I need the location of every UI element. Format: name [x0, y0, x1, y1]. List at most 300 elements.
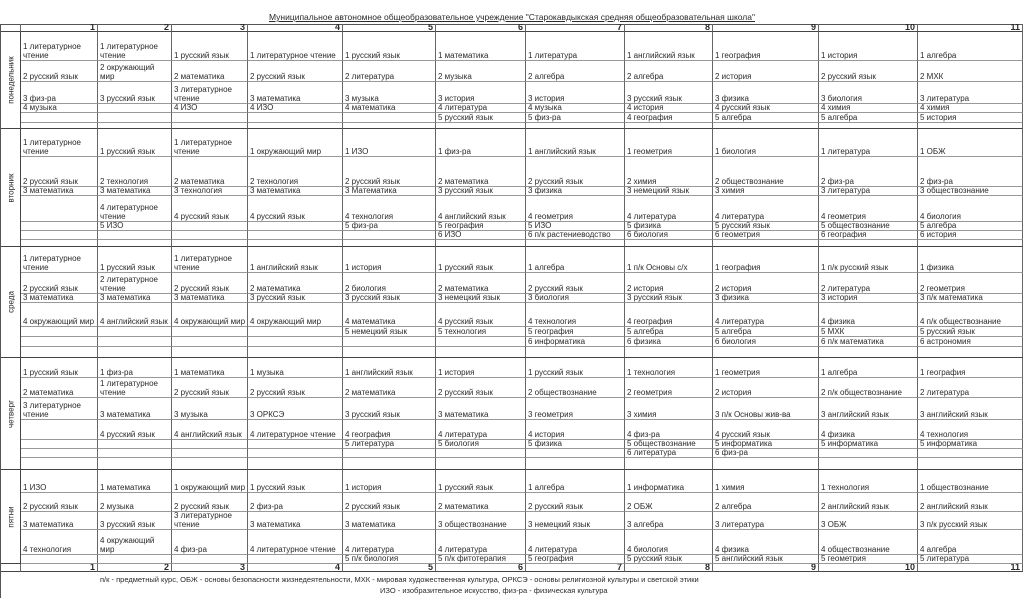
class-number-9: 9 [713, 24, 819, 32]
lesson-cell: 5 алгебра [713, 327, 819, 337]
lesson-cell: 2 математика [436, 273, 526, 294]
empty-cell [918, 240, 1023, 247]
empty-cell [21, 337, 98, 347]
lesson-cell: 3 обществознание [918, 187, 1023, 196]
lesson-cell: 4 русский язык [713, 104, 819, 113]
lesson-cell: 3 литературное чтение [172, 82, 248, 104]
empty-cell [819, 458, 918, 470]
lesson-cell: 1 русский язык [98, 129, 172, 157]
class-number-7: 7 [526, 564, 625, 572]
lesson-cell: 3 немецкий язык [436, 294, 526, 303]
lesson-cell: 1 литературное чтение [172, 247, 248, 273]
lesson-cell: 3 русский язык [98, 82, 172, 104]
lesson-cell: 5 геометрия [819, 555, 918, 564]
class-number-9: 9 [713, 564, 819, 572]
lesson-cell: 2 русский язык [21, 493, 98, 512]
lesson-cell: 4 литература [713, 303, 819, 327]
day-block-0 [1, 32, 1023, 129]
lesson-cell: 5 алгебра [625, 327, 713, 337]
lesson-cell: 4 история [625, 104, 713, 113]
lesson-cell: 2 музыка [436, 61, 526, 82]
empty-cell [98, 440, 172, 449]
lesson-cell: 2 обществознание [526, 378, 625, 398]
lesson-cell: 1 математика [172, 358, 248, 378]
lesson-cell: 2 ОБЖ [625, 493, 713, 512]
day-label [1, 358, 21, 470]
lesson-cell: 1 математика [98, 470, 172, 493]
lesson-cell: 4 физ-ра [172, 530, 248, 555]
lesson-cell: 4 п/к обществознание [918, 303, 1023, 327]
lesson-cell: 3 химия [625, 398, 713, 420]
lesson-cell: 5 английский язык [713, 555, 819, 564]
lesson-cell: 2 русский язык [436, 378, 526, 398]
lesson-cell: 3 литературное чтение [172, 512, 248, 530]
lesson-cell: 3 биология [819, 82, 918, 104]
lesson-cell: 5 русский язык [625, 555, 713, 564]
lesson-cell: 2 физ-ра [248, 493, 343, 512]
lesson-cell: 1 история [819, 32, 918, 61]
lesson-cell: 3 математика [21, 512, 98, 530]
lesson-cell: 1 физ-ра [98, 358, 172, 378]
lesson-cell: 1 русский язык [526, 358, 625, 378]
lesson-cell: 2 русский язык [21, 273, 98, 294]
lesson-cell: 5 обществознание [819, 222, 918, 231]
lesson-cell: 5 география [526, 555, 625, 564]
lesson-cell: 3 физика [713, 294, 819, 303]
lesson-cell: 3 п/к математика [918, 294, 1023, 303]
empty-cell [98, 555, 172, 564]
lesson-cell: 3 русский язык [625, 294, 713, 303]
empty-cell [713, 347, 819, 358]
lesson-cell: 2 литература [343, 61, 436, 82]
lesson-cell: 2 русский язык [172, 273, 248, 294]
lesson-cell: 5 русский язык [436, 113, 526, 123]
class-number-4: 4 [248, 564, 343, 572]
lesson-cell: 4 география [625, 113, 713, 123]
lesson-cell: 1 технология [625, 358, 713, 378]
lesson-cell: 4 технология [918, 420, 1023, 440]
lesson-cell: 6 биология [713, 337, 819, 347]
lesson-cell: 4 биология [918, 196, 1023, 222]
lesson-cell: 1 литературное чтение [21, 129, 98, 157]
class-number-6: 6 [436, 24, 526, 32]
lesson-cell: 1 ИЗО [21, 470, 98, 493]
empty-cell [21, 458, 98, 470]
lesson-cell: 2 химия [625, 157, 713, 187]
lesson-cell: 5 алгебра [819, 113, 918, 123]
lesson-cell: 5 русский язык [713, 222, 819, 231]
lesson-cell: 5 п/к биология [343, 555, 436, 564]
empty-cell [526, 458, 625, 470]
class-number-3: 3 [172, 24, 248, 32]
lesson-cell: 6 физ-ра [713, 449, 819, 458]
lesson-cell: 4 технология [343, 196, 436, 222]
class-number-8: 8 [625, 24, 713, 32]
lesson-cell: 2 обществознание [713, 157, 819, 187]
lesson-cell: 1 окружающий мир [248, 129, 343, 157]
lesson-cell: 5 география [526, 327, 625, 337]
lesson-cell: 4 ИЗО [248, 104, 343, 113]
lesson-cell: 2 математика [21, 378, 98, 398]
empty-cell [98, 113, 172, 123]
lesson-cell: 1 ОБЖ [918, 129, 1023, 157]
lesson-cell: 2 математика [436, 157, 526, 187]
lesson-cell: 2 физ-ра [918, 157, 1023, 187]
empty-cell [436, 449, 526, 458]
day-block-2 [1, 247, 1023, 358]
lesson-cell: 4 литература [343, 530, 436, 555]
lesson-cell: 1 литературное чтение [21, 247, 98, 273]
empty-cell [21, 113, 98, 123]
lesson-cell: 1 физ-ра [436, 129, 526, 157]
lesson-cell: 4 русский язык [98, 420, 172, 440]
empty-cell [713, 458, 819, 470]
lesson-cell: 1 английский язык [526, 129, 625, 157]
empty-cell [21, 420, 98, 440]
lesson-cell: 6 геометрия [713, 231, 819, 240]
lesson-cell: 4 русский язык [436, 303, 526, 327]
class-number-8: 8 [625, 564, 713, 572]
empty-cell [343, 449, 436, 458]
class-number-2: 2 [98, 564, 172, 572]
empty-cell [248, 240, 343, 247]
lesson-cell: 5 ИЗО [98, 222, 172, 231]
lesson-cell: 2 технология [98, 157, 172, 187]
class-number-4: 4 [248, 24, 343, 32]
lesson-cell: 4 география [343, 420, 436, 440]
empty-cell [21, 440, 98, 449]
empty-cell [98, 231, 172, 240]
lesson-cell: 5 физ-ра [526, 113, 625, 123]
empty-cell [343, 113, 436, 123]
lesson-cell: 1 алгебра [526, 247, 625, 273]
lesson-cell: 5 биология [436, 440, 526, 449]
lesson-cell: 4 русский язык [713, 420, 819, 440]
lesson-cell: 3 обществознание [436, 512, 526, 530]
lesson-cell: 3 физика [526, 187, 625, 196]
empty-cell [98, 327, 172, 337]
empty-cell [248, 231, 343, 240]
lesson-cell: 1 литературное чтение [98, 32, 172, 61]
day-label-text: среда [6, 291, 15, 313]
empty-cell [248, 222, 343, 231]
lesson-cell: 3 математика [436, 398, 526, 420]
day-block-1 [1, 129, 1023, 247]
lesson-cell: 2 английский язык [819, 493, 918, 512]
empty-cell [98, 458, 172, 470]
lesson-cell: 2 алгебра [625, 61, 713, 82]
lesson-cell: 3 ОБЖ [819, 512, 918, 530]
lesson-cell: 3 биология [526, 294, 625, 303]
empty-cell [918, 449, 1023, 458]
lesson-cell: 5 немецкий язык [343, 327, 436, 337]
lesson-cell: 4 химия [918, 104, 1023, 113]
lesson-cell: 1 геометрия [713, 358, 819, 378]
class-number-10: 10 [819, 24, 918, 32]
lesson-cell: 2 МХК [918, 61, 1023, 82]
lesson-cell: 2 п/к обществознание [819, 378, 918, 398]
class-number-10: 10 [819, 564, 918, 572]
empty-cell [526, 449, 625, 458]
lesson-cell: 3 ОРКСЭ [248, 398, 343, 420]
lesson-cell: 1 литература [526, 32, 625, 61]
lesson-cell: 4 геометрия [819, 196, 918, 222]
lesson-cell: 2 русский язык [526, 157, 625, 187]
lesson-cell: 3 английский язык [918, 398, 1023, 420]
lesson-cell: 5 алгебра [918, 222, 1023, 231]
lesson-cell: 4 технология [526, 303, 625, 327]
lesson-cell: 4 математика [343, 303, 436, 327]
empty-cell [625, 458, 713, 470]
lesson-cell: 1 русский язык [21, 358, 98, 378]
lesson-cell: 2 математика [343, 378, 436, 398]
lesson-cell: 1 история [343, 470, 436, 493]
empty-cell [248, 440, 343, 449]
day-label [1, 129, 21, 247]
day-label [1, 470, 21, 564]
lesson-cell: 1 литературное чтение [172, 129, 248, 157]
empty-cell [172, 113, 248, 123]
lesson-cell: 3 математика [248, 82, 343, 104]
lesson-cell: 3 литература [819, 187, 918, 196]
lesson-cell: 6 п/к математика [819, 337, 918, 347]
lesson-cell: 6 п/к растениеводство [526, 231, 625, 240]
lesson-cell: 5 обществознание [625, 440, 713, 449]
lesson-cell: 2 история [713, 273, 819, 294]
day-label [1, 32, 21, 129]
lesson-cell: 5 ИЗО [526, 222, 625, 231]
lesson-cell: 4 русский язык [248, 196, 343, 222]
lesson-cell: 3 технология [172, 187, 248, 196]
lesson-cell: 2 русский язык [172, 493, 248, 512]
lesson-cell: 4 английский язык [98, 303, 172, 327]
lesson-cell: 4 ИЗО [172, 104, 248, 113]
class-number-1: 1 [21, 24, 98, 32]
empty-cell [248, 347, 343, 358]
lesson-cell: 3 математика [248, 187, 343, 196]
class-number-5: 5 [343, 564, 436, 572]
class-number-6: 6 [436, 564, 526, 572]
lesson-cell: 4 обществознание [819, 530, 918, 555]
lesson-cell: 6 ИЗО [436, 231, 526, 240]
empty-cell [21, 347, 98, 358]
lesson-cell: 4 окружающий мир [21, 303, 98, 327]
page-title: Муниципальное автономное общеобразовательное учреждение "Старокавдыкская средняя общеобразовательная школа" [268, 12, 756, 22]
lesson-cell: 1 литературное чтение [248, 32, 343, 61]
lesson-cell: 2 математика [248, 273, 343, 294]
day-label-text: понедельник [6, 56, 15, 104]
lesson-cell: 1 математика [436, 32, 526, 61]
lesson-cell: 1 русский язык [436, 470, 526, 493]
lesson-cell: 1 русский язык [98, 247, 172, 273]
lesson-cell: 3 английский язык [819, 398, 918, 420]
lesson-cell: 3 литература [713, 512, 819, 530]
lesson-cell: 4 география [625, 303, 713, 327]
empty-cell [819, 347, 918, 358]
empty-cell [343, 347, 436, 358]
lesson-cell: 3 русский язык [248, 294, 343, 303]
lesson-cell: 4 литература [436, 420, 526, 440]
lesson-cell: 2 литература [918, 378, 1023, 398]
class-number-7: 7 [526, 24, 625, 32]
lesson-cell: 6 информатика [526, 337, 625, 347]
empty-cell [248, 327, 343, 337]
lesson-cell: 1 геометрия [625, 129, 713, 157]
lesson-cell: 2 математика [172, 61, 248, 82]
empty-cell [172, 327, 248, 337]
lesson-cell: 4 окружающий мир [172, 303, 248, 327]
empty-cell [21, 555, 98, 564]
lesson-cell: 2 история [713, 61, 819, 82]
lesson-cell: 6 физика [625, 337, 713, 347]
lesson-cell: 6 география [819, 231, 918, 240]
empty-cell [918, 347, 1023, 358]
lesson-cell: 3 физика [713, 82, 819, 104]
lesson-cell: 5 физика [625, 222, 713, 231]
lesson-cell: 2 русский язык [526, 273, 625, 294]
empty-cell [172, 222, 248, 231]
lesson-cell: 2 русский язык [248, 378, 343, 398]
lesson-cell: 3 история [819, 294, 918, 303]
lesson-cell: 5 информатика [713, 440, 819, 449]
lesson-cell: 4 физ-ра [625, 420, 713, 440]
lesson-cell: 2 русский язык [248, 61, 343, 82]
day-label [1, 247, 21, 358]
lesson-cell: 5 технология [436, 327, 526, 337]
lesson-cell: 4 химия [819, 104, 918, 113]
empty-cell [98, 240, 172, 247]
day-block-3 [1, 358, 1023, 470]
lesson-cell: 3 Математика [343, 187, 436, 196]
lesson-cell: 3 алгебра [625, 512, 713, 530]
lesson-cell: 1 физика [918, 247, 1023, 273]
lesson-cell: 4 литература [713, 196, 819, 222]
empty-cell [343, 458, 436, 470]
lesson-cell: 4 геометрия [526, 196, 625, 222]
empty-cell [436, 347, 526, 358]
lesson-cell: 3 математика [248, 512, 343, 530]
lesson-cell: 1 история [436, 358, 526, 378]
lesson-cell: 4 литературное чтение [98, 196, 172, 222]
lesson-cell: 4 биология [625, 530, 713, 555]
lesson-cell: 3 русский язык [436, 187, 526, 196]
empty-cell [713, 240, 819, 247]
lesson-cell: 5 физ-ра [343, 222, 436, 231]
empty-cell [625, 240, 713, 247]
lesson-cell: 3 русский язык [625, 82, 713, 104]
lesson-cell: 2 история [625, 273, 713, 294]
lesson-cell: 4 английский язык [172, 420, 248, 440]
empty-cell [248, 449, 343, 458]
empty-cell [172, 240, 248, 247]
lesson-cell: 1 география [713, 247, 819, 273]
lesson-cell: 2 музыка [98, 493, 172, 512]
lesson-cell: 5 география [436, 222, 526, 231]
lesson-cell: 2 русский язык [343, 157, 436, 187]
lesson-cell: 4 литература [625, 196, 713, 222]
lesson-cell: 4 история [526, 420, 625, 440]
lesson-cell: 1 география [713, 32, 819, 61]
lesson-cell: 2 литература [819, 273, 918, 294]
day-label-text: пятни [6, 505, 15, 528]
empty-cell [436, 458, 526, 470]
class-number-2: 2 [98, 24, 172, 32]
lesson-cell: 2 русский язык [343, 493, 436, 512]
lesson-cell: 3 русский язык [343, 294, 436, 303]
empty-cell [98, 337, 172, 347]
lesson-cell: 4 литература [526, 530, 625, 555]
lesson-cell: 2 литературное чтение [98, 273, 172, 294]
corner-cell [1, 564, 21, 572]
lesson-cell: 2 геометрия [918, 273, 1023, 294]
class-footer-row [1, 564, 1023, 572]
lesson-cell: 1 английский язык [248, 247, 343, 273]
class-number-3: 3 [172, 564, 248, 572]
lesson-cell: 4 математика [343, 104, 436, 113]
lesson-cell: 2 алгебра [713, 493, 819, 512]
lesson-cell: 3 литературное чтение [21, 398, 98, 420]
footer-legend-1: п/к - предметный курс, ОБЖ - основы безопасности жизнедеятельности, МХК - мировая художественная культура, ОРКСЭ - основы религиозной культуры и светской этики [100, 575, 699, 584]
lesson-cell: 6 биология [625, 231, 713, 240]
lesson-cell: 1 русский язык [343, 32, 436, 61]
class-number-11: 11 [918, 564, 1023, 572]
lesson-cell: 3 математика [21, 187, 98, 196]
lesson-cell: 5 история [918, 113, 1023, 123]
lesson-cell: 3 п/к Основы жив-ва [713, 398, 819, 420]
lesson-cell: 4 английский язык [436, 196, 526, 222]
lesson-cell: 4 литературное чтение [248, 530, 343, 555]
lesson-cell: 4 физика [713, 530, 819, 555]
empty-cell [21, 449, 98, 458]
lesson-cell: 2 русский язык [172, 378, 248, 398]
empty-cell [248, 458, 343, 470]
lesson-cell: 5 литература [343, 440, 436, 449]
lesson-cell: 2 русский язык [21, 61, 98, 82]
empty-cell [343, 231, 436, 240]
lesson-cell: 6 астрономия [918, 337, 1023, 347]
lesson-cell: 5 русский язык [918, 327, 1023, 337]
lesson-cell: 1 обществознание [918, 470, 1023, 493]
empty-cell [172, 440, 248, 449]
empty-cell [625, 347, 713, 358]
footer-legend-2: ИЗО - изобразительное искусство, физ-ра - физическая культура [380, 586, 608, 595]
lesson-cell: 2 русский язык [819, 61, 918, 82]
lesson-cell: 3 математика [98, 398, 172, 420]
lesson-cell: 3 математика [21, 294, 98, 303]
lesson-cell: 2 английский язык [918, 493, 1023, 512]
empty-cell [172, 458, 248, 470]
lesson-cell: 1 литературное чтение [21, 32, 98, 61]
lesson-cell: 3 литература [918, 82, 1023, 104]
lesson-cell: 1 русский язык [436, 247, 526, 273]
empty-cell [98, 104, 172, 113]
empty-cell [98, 347, 172, 358]
lesson-cell: 5 физика [526, 440, 625, 449]
empty-cell [343, 240, 436, 247]
lesson-cell: 1 окружающий мир [172, 470, 248, 493]
lesson-cell: 2 окружающий мир [98, 61, 172, 82]
lesson-cell: 1 литература [819, 129, 918, 157]
empty-cell [343, 337, 436, 347]
empty-cell [248, 555, 343, 564]
empty-cell [918, 458, 1023, 470]
empty-cell [248, 337, 343, 347]
lesson-cell: 4 литература [436, 104, 526, 113]
empty-cell [819, 449, 918, 458]
class-number-1: 1 [21, 564, 98, 572]
empty-cell [21, 240, 98, 247]
lesson-cell: 3 геометрия [526, 398, 625, 420]
